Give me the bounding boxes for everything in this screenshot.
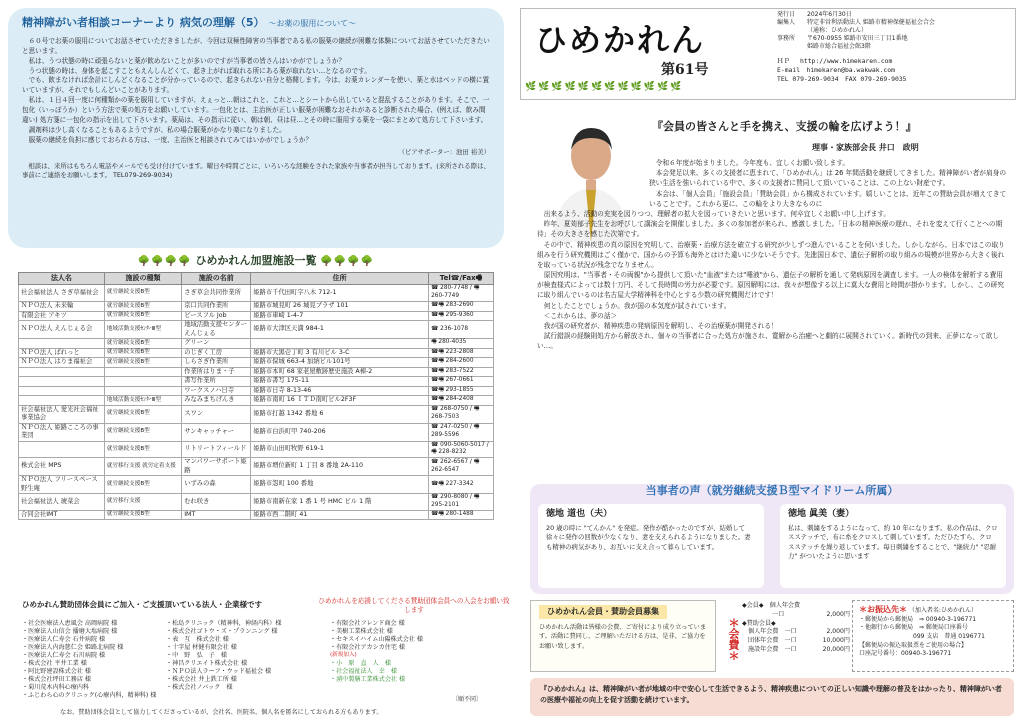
transfer-line: ・他銀行から郵便局 ⇒ 郵便局口座番号 [859, 624, 968, 632]
column-header: 住所 [251, 273, 429, 285]
table-row [19, 494, 494, 511]
voice-name: 徳地 道也（夫） [546, 509, 613, 519]
consultation-title [22, 16, 490, 31]
transfer-line: 【郵便局の振込取扱票をご使用の場合】 [859, 641, 968, 649]
supporter-item: ・小 原 直 人 様 [330, 659, 391, 667]
table-cell-addr: 姫路市南新在家 1 番 1 号 HMC ビル 1 階 [251, 494, 429, 511]
homepage-link[interactable]: ＨＰ http://www.himekaren.com [777, 57, 893, 66]
table-cell-fname: リトリートフィールド [182, 441, 251, 458]
table-cell-addr: 姫路市打越 1342 番地 6 [251, 405, 429, 423]
table-cell-addr: 姫路市千代田町字八木 712-1 [251, 285, 429, 302]
table-cell-org: 合同会社IMT [19, 510, 105, 520]
article-paragraph: 何としたことでしょうか。我が国の本気度が試されています。 [543, 301, 731, 310]
fee-row [742, 637, 850, 646]
table-cell-tel: ☎ 090-5060-5017 / 🖷 228-8232 [429, 441, 494, 458]
table-cell-tel: ☎🖷 283-7522 [429, 367, 494, 377]
table-cell-kind: 就労継続支援B型 [104, 423, 181, 441]
consultation-body [22, 37, 490, 146]
table-cell-kind: 就労継続支援B型 [104, 302, 181, 312]
meta-value: 2024年6月30日 [807, 11, 852, 18]
table-cell-kind: 就労継続支援B型 [104, 405, 181, 423]
supporter-item: ・株式会社 井上鉄工所 様 [166, 676, 237, 684]
table-row [19, 476, 494, 494]
table-cell-fname: 作業所はりま・子 [182, 367, 251, 377]
meta-row [777, 19, 1013, 27]
table-cell-fname: しらさぎ作業所 [182, 358, 251, 368]
voice-name: 徳地 眞美（妻） [788, 509, 855, 519]
table-cell-addr: 姫路市大津区天満 984-1 [251, 321, 429, 339]
article-paragraph: 本会は、「個人会員」「施設会員」「賛助会員」から構成されています。嬉しいことは、近年この賛助会員が増えてきていることです。これから更に、この輪をより大きなものに [649, 189, 1007, 208]
article-paragraph: 昨年、夏苅郁子先生をお呼びして講演会を開催しました。多くの参加者が来られ、感激しました。「日本の精神医療の遅れ、それを変えて行くことへの期待」その大きさを感じた次第です。 [537, 220, 1003, 239]
membership-title: ひめかれん会員・賛助会員募集 [539, 605, 667, 619]
supporters-column-2 [166, 620, 281, 692]
table-cell-org: 有限会社 アキツ [19, 311, 105, 321]
table-cell-kind: 就労継続支援B型 [104, 285, 181, 302]
table-row [19, 377, 494, 387]
fee-row-value: 10,000円 [822, 637, 850, 645]
table-cell-addr: 姫路市白浜町甲 740-206 [251, 423, 429, 441]
masthead [520, 8, 1016, 100]
supporter-item: ・医療法人山信会 播磨大塩病院 様 [22, 628, 118, 636]
vine-decoration-icon: 🌿🌿🌿🌿🌿🌿🌿🌿🌿🌿🌿🌿 [525, 82, 684, 92]
table-header-row [19, 273, 494, 285]
table-row [19, 396, 494, 406]
table-cell-kind: 就労移行支援 就労定着支援 [104, 458, 181, 476]
table-cell-org [19, 386, 105, 396]
facilities-table [18, 272, 494, 520]
table-cell-addr: 姫路市山田町牧野 619-1 [251, 441, 429, 458]
voice-title: 当事者の声（就労継続支援Ｂ型マイドリーム所属） [645, 484, 899, 497]
fee-row-label: 個人年会費 一口 [748, 628, 797, 636]
paragraph: うつ状態の時は、身体を起こすこともえんしんどくて、起き上がれば取れる所にある薬が取れない…となるのです。 [28, 66, 371, 75]
table-cell-org [19, 339, 105, 349]
supporter-item: ・医療法人仁寿会 石川病院 様 [22, 652, 106, 660]
table-cell-kind: 就労継続支援B型 [104, 476, 181, 494]
paragraph: でも、飲まなければ余計にしんどくなることが分かっているので、起きられない自分と格闘します。今は、お薬カレンダーを使い、薬と水はベッドの横に置いていますが、それでもしんどいことがあります。 [22, 76, 490, 95]
table-cell-org: 社会福祉法人 琥菜会 [19, 494, 105, 511]
voice-section [530, 484, 1014, 594]
supporter-item: ・株式会社ゴトウ・ズ・プランニング 様 [166, 628, 278, 636]
table-cell-org: ＮＰＯ法人 えんじぇる会 [19, 321, 105, 339]
supporter-item: ・株式会社坪田工務店 様 [22, 676, 91, 684]
meta-value: 姫路市総合福祉会館3階 [807, 43, 871, 51]
table-cell-kind: 地域活動支援ｾﾝﾀｰⅢ型 [104, 396, 181, 406]
table-cell-fname: スワン [182, 405, 251, 423]
table-row [19, 339, 494, 349]
fee-row-label: 施設年会費 一口 [748, 646, 797, 654]
table-row [19, 423, 494, 441]
supporter-item: ・美樹工業株式会社 様 [330, 628, 393, 636]
transfer-lines [859, 616, 1007, 659]
table-cell-tel: ☎ 268-0750 / 🖷 268-7503 [429, 405, 494, 423]
supporter-item: ・ＮＰＯ法人ラーフ・ウッド福祉会 様 [166, 668, 272, 676]
paragraph: 私は、うつ状態の時に頑張らないと薬が飲めないことが多いのですが当事者の皆さんはいかがでしょうか？ [28, 56, 346, 65]
supporter-item: ・株式会社 平井工業 様 [22, 660, 87, 668]
table-cell-tel: ☎🖷 267-0661 [429, 377, 494, 387]
table-cell-addr: 姫路市書写 175-11 [251, 377, 429, 387]
table-cell-org: ＮＰＯ法人 フリースペース野生庵 [19, 476, 105, 494]
article-paragraph: ＜これからは、夢の話＞ [543, 311, 618, 320]
main-article-title: 『会員の皆さんと手を携え、支援の輪を広げよう！』 [652, 120, 917, 133]
supporter-item: ・松島クリニック（精神科，神経内科）様 [166, 620, 282, 627]
table-row [19, 405, 494, 423]
voice-text: 20 歳の時に "てんかん" を発症。発作が酷かったのですが、結婚して徐々に発作の回数が少なくなり、妻を支えられるようになりました。妻も精神の病気があり、お互いに支え合って暮らしています。 [546, 524, 751, 551]
table-cell-addr: 姫路市本町 68 家老屋敷跡歴史施設 A棟-2 [251, 367, 429, 377]
table-cell-kind: 就労移行支援 [104, 494, 181, 511]
paragraph: ６０号でお薬の服用についてお話させていただきましたが、今回は双極性障害の当事者である私の服薬の継続が困難な体験についてお話させていただきたいと思います。 [22, 36, 490, 55]
column-header: Tel☎/Fax🖷 [429, 273, 494, 285]
supporters-list [330, 620, 423, 652]
supporters-title: ひめかれん賛助団体会員にご加入・ご支援頂いている法人・企業様です [22, 600, 262, 609]
column-header: 施設の種類 [104, 273, 181, 285]
transfer-sub: （加入者名:ひめかれん） [908, 607, 977, 614]
fee-row [742, 628, 850, 637]
supporter-item: ・神昌クリエイト株式会社 様 [166, 660, 248, 668]
table-cell-fname: むれ咲き [182, 494, 251, 511]
table-cell-org: ＮＰＯ法人 姫路こころの事業団 [19, 423, 105, 441]
table-row [19, 285, 494, 302]
supporter-item: ・中 野 弘 子 様 [166, 652, 227, 660]
table-cell-kind: 就労継続支援B型 [104, 510, 181, 520]
main-article-body [537, 158, 1007, 352]
fee-label: ＊会費＊ [727, 617, 740, 661]
table-cell-fname: 書写作業所 [182, 377, 251, 387]
table-cell-kind: 就労継続支援B型 [104, 348, 181, 358]
supporters-column-1 [22, 620, 156, 700]
article-paragraph: 原因究明は、"当事者・その両親"から提供して頂いた"血液"または"唾液"から、遺伝子の解析を通して発病原因を調査します。一人の検体を解析する費用が検査様式によっては数十万円、そして長時間の労力が必要です。原因解明には、我々が想像する以上に莫大な費用と時間が掛かります。しかし、この研究に取り組んでいるのは名古屋大学精神科を中心とする少数の研究機関だけです！ [537, 271, 1005, 300]
table-cell-org: ＮＰＯ法人 はりま福祉会 [19, 358, 105, 368]
fee-row [742, 646, 850, 655]
article-paragraph: 試行錯誤の経験則処方から解放され、個々の当事者に合った処方が施され、寛解から治癒へと劇的に展開されていく。新時代の到来、正夢になって欲しい…。 [537, 332, 1000, 351]
table-row [19, 358, 494, 368]
table-cell-fname: マンパワーサポート姫路 [182, 458, 251, 476]
table-cell-fname: みなみまちげんき [182, 396, 251, 406]
table-cell-fname: IMT [182, 510, 251, 520]
membership-box [530, 600, 716, 672]
table-cell-kind: 就労継続支援B型 [104, 311, 181, 321]
publication-info [777, 11, 1013, 83]
fee-row-value: 2,000円 [826, 610, 850, 618]
supporter-item: ・湧中製膳工業株式会社 様 [330, 675, 406, 683]
table-cell-kind: 就労継続支援B型 [104, 358, 181, 368]
meta-value: （通称：ひめかれん） [807, 27, 868, 35]
table-row [19, 458, 494, 476]
table-cell-tel: 🖷 280-4035 [429, 339, 494, 349]
tree-icon: 🌳🌳🌳🌳 [137, 256, 192, 267]
table-cell-addr: 姫路市大黒壱丁町 3 有川ビル 3-C [251, 348, 429, 358]
fee-list [742, 602, 850, 655]
facilities-title [8, 254, 504, 270]
table-cell-tel: ☎ 280-7748 / 🖷 260-7749 [429, 285, 494, 302]
table-cell-org: 社会福祉法人 愛光社会福祉事業協会 [19, 405, 105, 423]
table-cell-tel: ☎ 262-6567 / 🖷 262-6547 [429, 458, 494, 476]
table-cell-tel: ☎ 290-8080 / 🖷 295-2101 [429, 494, 494, 511]
email-link[interactable]: E-mail himekaren@ba.wakwak.com [777, 66, 895, 75]
supporter-item: ・医療法人内海慈仁会 姫路北病院 様 [22, 644, 124, 652]
paragraph: 服薬の継続を負担に感じておられる方は、一度、主治医と相談されてみてはいかがでしょうか？ [28, 135, 313, 144]
table-cell-addr: 姫路市車崎 1-4-7 [251, 311, 429, 321]
article-paragraph: 本会発足以来、多くの支援者に恵まれて、「ひめかれん」は 26 年間活動を継続してきました。精神障がい者が肩身の狭い生活を強いられている中で、多くの支援者に賛同して頂いていることは、この上ない財産です。 [649, 169, 1007, 188]
table-cell-fname: さぎ草会共同作業所 [182, 285, 251, 302]
table-cell-org [19, 377, 105, 387]
consultation-article [8, 8, 504, 248]
consultation-subtitle: ～お薬の服用について～ [268, 19, 357, 28]
table-cell-fname: のじぎく工房 [182, 348, 251, 358]
table-cell-fname: サンキャッチャー [182, 423, 251, 441]
meta-value: 特定非営利活動法人 姫路市精神保健福祉会合会 [807, 19, 935, 27]
mission-statement: 『ひめかれん』は、精神障がい者が地域の中で安心して生活できるよう、精神疾患についての正しい知識や理解の普及をはかったり、精神障がい者の医療や福祉の向上を促す活動を続けています。 [530, 678, 1014, 716]
column-header: 法人名 [19, 273, 105, 285]
table-cell-addr: 姫路市城見町 26 城見ブラザ 101 [251, 302, 429, 312]
table-cell-tel: ☎🖷 295-9360 [429, 311, 494, 321]
table-cell-kind: 就労継続支援B型 [104, 441, 181, 458]
table-row [19, 441, 494, 458]
table-cell-tel: ☎🖷 284-2408 [429, 396, 494, 406]
supporter-item: ・医療法人仁寿会 石井病院 様 [22, 636, 106, 644]
publication-meta-rows [777, 11, 1013, 51]
supporters-recruit: ひめかれんを応援してくださる賛助団体会員への入会をお願い致します [318, 597, 510, 614]
article-paragraph: 出来るよう、活動の充実を図りつつ、理解者の拡大を図っていきたいと思います。何卒宜しくお願い申し上げます。 [543, 209, 891, 218]
facilities-table-body [19, 285, 494, 520]
table-cell-fname: グリーン [182, 339, 251, 349]
table-cell-tel: ☎ 247-0250 / 🖷 289-5596 [429, 423, 494, 441]
supporter-item: ・阿比野建設株式会社 様 [22, 668, 91, 676]
fee-row [742, 611, 850, 620]
table-row [19, 321, 494, 339]
table-cell-org: ＮＰＯ法人 ぱれっと [19, 348, 105, 358]
meta-value: 〒670-0955 姫路市安田三丁目1番地 [807, 35, 908, 43]
table-row [19, 510, 494, 520]
tree-icon: 🌳🌳🌳🌳 [320, 256, 375, 267]
table-row [19, 386, 494, 396]
meta-key [777, 43, 807, 51]
table-cell-fname: 地域活動支援センターえんじぇる [182, 321, 251, 339]
supporter-item: ・セキスイハイム山陽株式会社 様 [330, 636, 423, 644]
table-cell-fname: 京口共同作業所 [182, 302, 251, 312]
fee-row-value: 20,000円 [822, 646, 850, 654]
supporter-item: ・有限会社アカシカ住宅 様 [330, 644, 406, 652]
table-row [19, 367, 494, 377]
facilities-title-text: ひめかれん加盟施設一覧 [195, 254, 317, 267]
table-cell-tel: ☎ 236-1078 [429, 321, 494, 339]
table-cell-kind: 地域活動支援ｾﾝﾀｰⅢ型 [104, 321, 181, 339]
order-note: 〔順不同〕 [452, 696, 483, 703]
wrapped-paragraphs [537, 158, 1007, 209]
article-paragraph: 令和６年度が始まりました。今年度も、宜しくお願い致します。 [655, 159, 850, 167]
table-cell-fname: いずみの森 [182, 476, 251, 494]
table-cell-addr: 姫路市西二階町 41 [251, 510, 429, 520]
table-cell-tel: ☎🖷 280-1488 [429, 510, 494, 520]
supporter-item: ・株式会社ノバック 様 [166, 684, 233, 692]
table-cell-kind [104, 377, 181, 387]
new-members-label: (新規加入) [330, 652, 357, 659]
table-row [19, 311, 494, 321]
fee-heading: ◆賛助会員◆ [742, 619, 776, 627]
table-cell-org: ＮＰＯ法人 未来輪 [19, 302, 105, 312]
voice-box-wife [780, 504, 1006, 588]
transfer-title: ＊お振込先＊ [859, 605, 907, 614]
new-supporters-list [330, 660, 423, 684]
table-cell-addr: 姫路市保城 663-4 加納ビル101号 [251, 358, 429, 368]
meta-row [777, 11, 1013, 19]
voice-box-husband [538, 504, 764, 588]
main-article-byline: 理事・家族部会長 井口 政明 [812, 142, 919, 152]
table-cell-fname: ワークスノハ日寺 [182, 386, 251, 396]
fee-row-label: 一口 [772, 610, 785, 618]
meta-key: 発行日 [777, 11, 796, 18]
contact-tel: TEL 079-269-9034 FAX 079-269-9035 [777, 74, 907, 83]
fee-row-label: 団体年会費 一口 [748, 637, 797, 645]
issue-number: 第61号 [661, 62, 709, 78]
signature: （ピアサポーター：池田 裕美） [398, 147, 490, 156]
supporter-item: ・菊川荒木内科心療内科 [22, 684, 90, 692]
supporter-item: ・有限会社フレンド商会 様 [330, 620, 405, 627]
table-cell-kind [104, 386, 181, 396]
meta-key: 事務所 [777, 35, 796, 43]
consultation-note: 相談は、来所はもちろん電話やメールでも受け付けています。曜日や時間ごとに、いろいろな経験をされた家族や当事者が担当しております。(来所される際は、事前にご連絡をお願いします。 TEL079-269-9034) [22, 162, 490, 179]
table-cell-tel: ☎🖷 284-2600 [429, 358, 494, 368]
table-row [19, 302, 494, 312]
table-cell-tel: ☎🖷 223-2808 [429, 348, 494, 358]
table-cell-fname: ピースフル Job [182, 311, 251, 321]
fee-heading: ◆会員◆ 個人年会費 [742, 602, 801, 609]
transfer-info [852, 600, 1014, 672]
column-header: 施設の名前 [182, 273, 251, 285]
supporter-item: ・表 互 株式会社 様 [166, 636, 229, 644]
supporter-item: ・ふじわら心のクリニック(心療内科，精神科) 様 [22, 692, 157, 700]
paragraph: 調剤料は少し高くなることもあるようですが、私の場合服薬がかなり楽になりました。 [28, 125, 286, 134]
table-cell-addr: 姫路市日寺 8-13-46 [251, 386, 429, 396]
article-paragraph: その中で、精神疾患の真の原因を究明して、治療薬・治療方法を確立する研究が少しずつ進んでいることを伺いました。しかしながら、日本ではこの取り組みを行う研究機関はごく僅かで、国からの予算も海外とはけた違いに少ないそうです。先進国日本で、遺伝子解析の取り組みの規模が世界から大きく後れを取っている状況が残念でなりません。 [537, 240, 1005, 269]
table-cell-org [19, 396, 105, 406]
supporter-item: ・十字屋 材健有限会社 様 [166, 644, 237, 652]
table-cell-kind [104, 367, 181, 377]
table-cell-org [19, 441, 105, 458]
table-cell-org: 社会福祉法人 さぎ草福祉会 [19, 285, 105, 302]
transfer-line: 099 支店 普通 0196771 [859, 633, 985, 641]
meta-row [777, 43, 1013, 51]
meta-key: 編集人 [777, 19, 796, 27]
membership-text: ひめかれん活動は皆様の会費、ご寄付により成り立っています。活動に賛同し、ご理解いただける方は、是非、ご協力をお願い致します。 [539, 624, 707, 650]
table-cell-kind: 就労継続支援B型 [104, 339, 181, 349]
table-cell-org: 株式会社 MPS [19, 458, 105, 476]
paragraph: 私は、１日４回一度に何種類かの薬を服用していますが、えぇっと…朝はこれと、これと…とシートから出していると混乱することがあります。そこで、一包化（いっぽうか）という方法で薬の処方をお願いしています。一包化とは、主治医が正しい服薬が困難なおそれがあると診断された場合、(例えば、飲み間違い) 処方箋に一包化の指示を出して下さいます。薬局は、その指示に従い、朝は朝、昼は昼…とその時に服用する薬を一袋にまとめて処方して下さいます。 [22, 96, 490, 124]
table-cell-addr: 姫路市怨町 100 番地 [251, 476, 429, 494]
supporter-item: ・社会福祉法人 幸 様 [330, 667, 398, 675]
table-cell-tel: ☎🖷 227-3342 [429, 476, 494, 494]
voice-text: 私は、刺繍をするようになって、約 10 年になります。私の作品は、クロスステッチで、布に糸をクロスして刺しています。ただひたすら、クロスステッチを繰り返しています。毎日刺繍をすることで、"継続力" "忍耐力" がついたように思います [788, 524, 998, 560]
full-paragraphs [537, 209, 1007, 352]
table-cell-tel: ☎🖷 293-1855 [429, 386, 494, 396]
supporter-item: ・社会医療法人恵風会 高岡病院 様 [22, 620, 118, 627]
consultation-title-text: 精神障がい者相談コーナーより 病気の理解（5） [22, 16, 265, 29]
table-cell-tel: ☎🖷 283-2690 [429, 302, 494, 312]
transfer-line: ・郵便局から郵便局 ⇒ 00940-3-196771 [859, 615, 977, 623]
supporters-column-3 [330, 620, 423, 684]
supporters-footnote: なお、賛助団体会員として協力してくださっているが、会社名、医院名、個人名を匿名にしておられる方もあります。 [60, 709, 383, 716]
fee-row-value: 2,000円 [826, 628, 850, 636]
table-row [19, 348, 494, 358]
table-cell-addr: 姫路市増位新町 1 丁目 8 番地 2A-110 [251, 458, 429, 476]
table-cell-addr: 姫路市南町 16 ＩＴＤ南町ビル2F3F [251, 396, 429, 406]
newsletter-logo: ひめかれん [535, 21, 706, 59]
table-cell-addr [251, 339, 429, 349]
transfer-line: 口座記号番号：00940-3-196771 [859, 650, 952, 658]
fee-rows [742, 628, 850, 654]
article-paragraph: 我が国の研究者が、精神疾患の発病原因を解明し、その治療薬が開発される！ [543, 322, 778, 330]
table-cell-org [19, 367, 105, 377]
